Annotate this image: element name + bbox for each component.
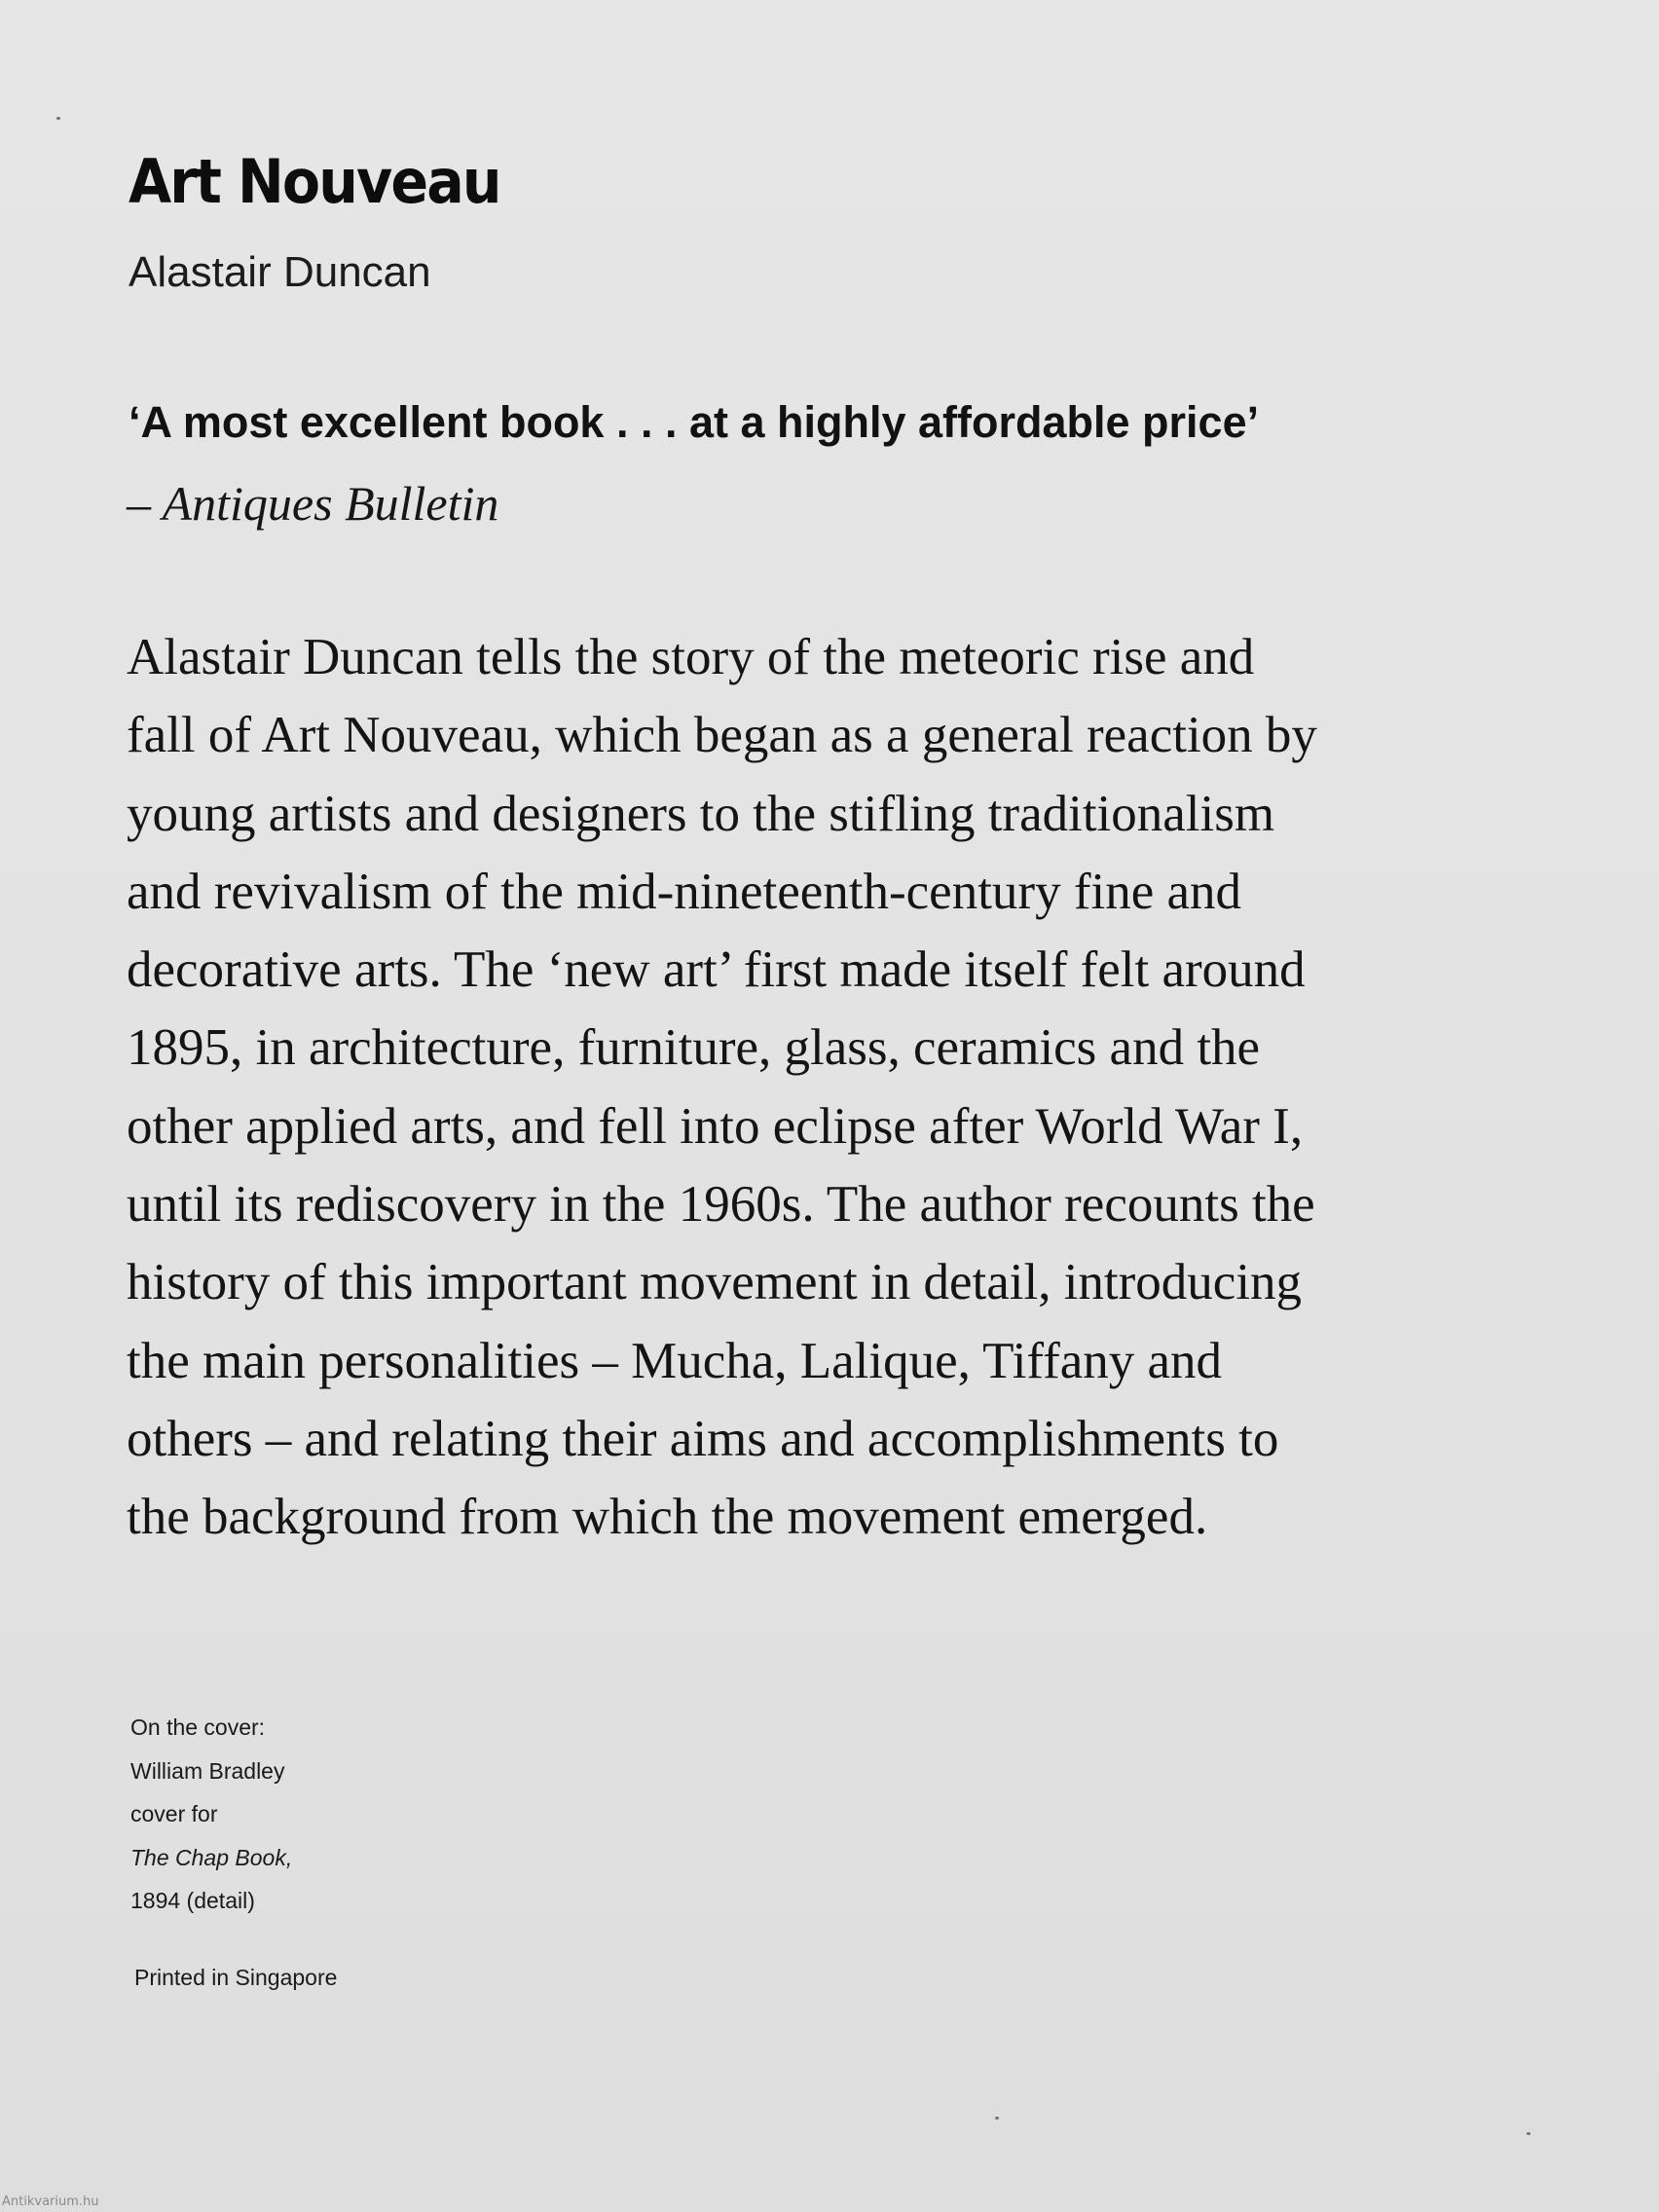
watermark: Antikvarium.hu — [2, 2194, 99, 2209]
description-line: young artists and designers to the stifling traditionalism — [127, 785, 1275, 842]
book-title: Art Nouveau — [129, 146, 500, 217]
cover-credit-line: 1894 (detail) — [130, 1888, 255, 1913]
description-line: the main personalities – Mucha, Lalique, Tiffany and — [127, 1332, 1223, 1389]
cover-credit-line: On the cover: — [130, 1714, 266, 1740]
cover-credit-line: cover for — [130, 1801, 218, 1826]
description-line: other applied arts, and fell into eclipse after World War I, — [127, 1097, 1304, 1155]
description-line: and revivalism of the mid-nineteenth-century fine and — [127, 863, 1241, 920]
description-line: Alastair Duncan tells the story of the meteoric rise and — [127, 629, 1255, 685]
book-description — [127, 618, 1567, 1557]
paper-speck — [56, 117, 60, 120]
description-line: 1895, in architecture, furniture, glass, ceramics and the — [127, 1019, 1261, 1077]
printed-in: Printed in Singapore — [134, 1965, 338, 1990]
description-line: history of this important movement in detail, introducing — [127, 1254, 1303, 1311]
paper-speck — [995, 2117, 999, 2120]
description-line: until its rediscovery in the 1960s. The author recounts the — [127, 1176, 1315, 1234]
review-source: – Antiques Bulletin — [127, 476, 499, 531]
cover-credit-line: The Chap Book, — [130, 1844, 293, 1870]
book-author: Alastair Duncan — [129, 248, 431, 296]
paper-speck — [1527, 2132, 1530, 2135]
description-line: decorative arts. The ‘new art’ first made itself felt around — [127, 941, 1306, 999]
description-line: the background from which the movement emerged. — [127, 1489, 1208, 1546]
cover-credit — [130, 1706, 292, 1923]
review-quote: ‘A most excellent book . . . at a highly affordable price’ — [129, 397, 1260, 447]
cover-credit-line: William Bradley — [130, 1757, 285, 1784]
description-line: fall of Art Nouveau, which began as a general reaction by — [127, 707, 1317, 764]
description-line: others – and relating their aims and accomplishments to — [127, 1410, 1279, 1467]
